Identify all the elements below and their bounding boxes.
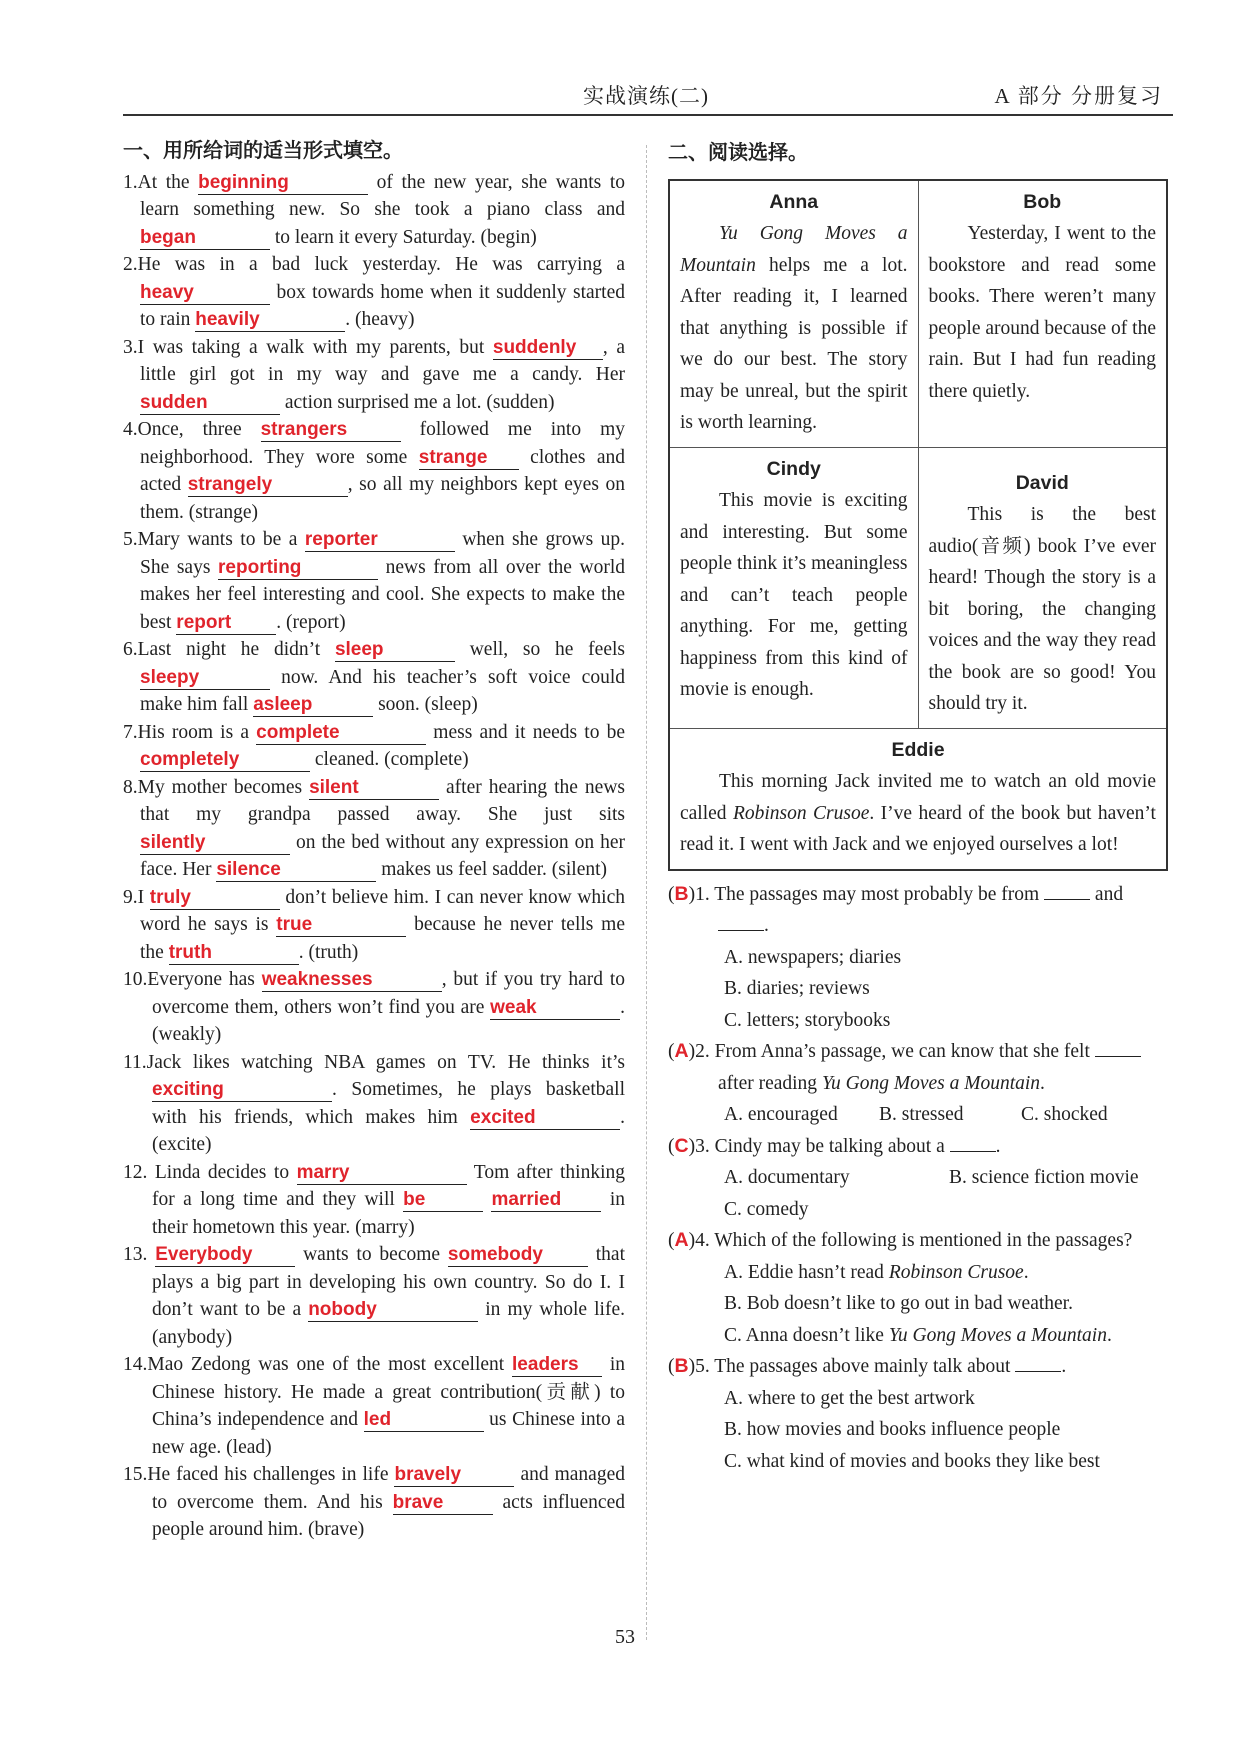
answer-blank[interactable]: brave [393, 1492, 493, 1515]
answer-blank[interactable]: excited [470, 1107, 620, 1130]
question-1: 1.At the beginning of the new year, she wants to learn something new. So she took a piano class and began to learn it every Saturday. (begin) [123, 171, 626, 248]
answer-blank[interactable]: nobody [308, 1299, 478, 1322]
option-a[interactable]: A. documentary [724, 1167, 850, 1188]
answer-blank[interactable]: strangers [261, 419, 401, 442]
option-c[interactable]: C. shocked [1021, 1104, 1108, 1125]
question-13: 13. Everybody wants to become somebody that plays a big part in developing his own country. So do I. I don’t want to be a nobody in my whole life. (anybody) [123, 1244, 626, 1348]
answer-blank[interactable]: report [176, 612, 276, 635]
passage-name: Bob [1023, 190, 1062, 213]
answer-blank[interactable]: somebody [448, 1244, 588, 1267]
option-b[interactable]: B. diaries; reviews [724, 978, 870, 999]
answer-blank[interactable]: reporter [305, 529, 455, 552]
answer-blank[interactable]: weak [490, 997, 620, 1020]
passage-text: This movie is exciting and interesting. But some people think it’s meaningless and can’t teach people anything. For me, getting happiness from this kind of movie is enough. [680, 490, 908, 700]
option-a[interactable]: A. where to get the best artwork [724, 1387, 975, 1409]
mc-answer: A [674, 1229, 689, 1251]
passage-cindy [669, 447, 918, 728]
mc-answer: B [674, 1355, 689, 1377]
answer-blank[interactable]: reporting [218, 557, 378, 580]
book-title: Robinson Crusoe [732, 802, 870, 824]
section1-title: 一、用所给词的适当形式填空。 [123, 138, 403, 162]
passage-name: Eddie [891, 738, 945, 761]
passage-name: Cindy [766, 457, 821, 480]
question-3: 3.I was taking a walk with my parents, but suddenly , a little girl got in my way and gave me a candy. Her sudden action surprised me a lot. (sudden) [123, 336, 626, 413]
question-2: 2.He was in a bad luck yesterday. He was carrying a heavy box towards home when it suddenly started to rain heavily . (heavy) [123, 254, 625, 330]
answer-blank[interactable]: married [491, 1189, 601, 1212]
column-divider [646, 145, 647, 1640]
header-section: A 部分 分册复习 [994, 84, 1163, 108]
option-b[interactable]: B. how movies and books influence people [724, 1419, 1061, 1440]
mc-answer: A [674, 1040, 689, 1062]
question-5: 5.Mary wants to be a reporter when she grows up. She says reporting news from all over the world makes her feel interesting and cool. She expects to make the best report . (report) [123, 529, 625, 633]
section2-title: 二、阅读选择。 [668, 140, 808, 164]
answer-blank[interactable]: exciting [152, 1079, 332, 1102]
question-9: 9.I truly don’t believe him. I can never know which word he says is true because he never tells me the truth . (truth) [123, 886, 625, 963]
answer-blank[interactable]: led [364, 1409, 484, 1432]
question-4: 4.Once, three strangers followed me into my neighborhood. They wore some strange clothes and acted strangely , so all my neighbors kept eyes on them. (strange) [123, 419, 626, 523]
mc-question-4: (A)4. Which of the following is mentioned in the passages? A. Eddie hasn’t read Robinson Crusoe. B. Bob doesn’t like to go out in bad weather. C. Anna doesn’t like Yu Gong Moves a Mountain. [668, 1225, 1170, 1351]
book-title: Yu Gong Moves a Mountain [680, 223, 908, 276]
answer-blank[interactable]: strangely [188, 474, 348, 497]
answer-blank[interactable]: silently [140, 832, 290, 855]
page-number: 53 [615, 1626, 635, 1648]
option-a[interactable]: A. newspapers; diaries [724, 946, 902, 968]
answer-blank[interactable]: truth [169, 942, 299, 965]
passage-bob [918, 180, 1167, 448]
question-11: 11.Jack likes watching NBA games on TV. He thinks it’s exciting . Sometimes, he plays basketball with his friends, which makes him excited . (excite) [123, 1051, 625, 1155]
option-c[interactable]: C. Anna doesn’t like Yu Gong Moves a Mountain. [724, 1324, 1112, 1346]
question-14: 14.Mao Zedong was one of the most excellent leaders in Chinese history. He made a great contribution(贡献) to China’s independence and led us Chinese into a new age. (lead) [123, 1354, 626, 1458]
question-7: 7.His room is a complete mess and it needs to be completely cleaned. (complete) [123, 721, 625, 770]
answer-blank[interactable]: beginning [198, 172, 368, 195]
page-header [123, 80, 1173, 116]
option-c[interactable]: C. comedy [724, 1198, 809, 1220]
answer-blank[interactable]: sleep [335, 639, 455, 662]
passage-name: David [1015, 471, 1069, 494]
answer-blank[interactable]: completely [140, 749, 310, 772]
option-b[interactable]: B. science fiction movie [949, 1167, 1139, 1188]
passage-text: This is the best audio(音频) book I’ve ever heard! Though the story is a bit boring, the changing voices and the way they read the book are so good! You should try it. [928, 504, 1156, 714]
mc-question-3: (C)3. Cindy may be talking about a . A. documentary B. science fiction movie C. comedy [668, 1131, 1170, 1226]
question-10: 10.Everyone has weaknesses , but if you try hard to overcome them, others won’t find you are weak . (weakly) [123, 969, 625, 1045]
answer-blank[interactable]: bravely [394, 1464, 514, 1487]
answer-blank[interactable]: weaknesses [262, 969, 442, 992]
passage-text: Yesterday, I went to the bookstore and read some books. There weren’t many people around because of the rain. But I had fun reading there quietly. [928, 223, 1156, 402]
answer-blank[interactable]: complete [256, 722, 426, 745]
section-fill-in [123, 137, 625, 1544]
passage-david [918, 447, 1167, 728]
answer-blank[interactable]: heavily [195, 309, 345, 332]
question-6: 6.Last night he didn’t sleep well, so he feels sleepy now. And his teacher’s soft voice could make him fall asleep soon. (sleep) [123, 639, 625, 715]
question-12: 12. Linda decides to marry Tom after thinking for a long time and they will be married in their hometown this year. (marry) [123, 1161, 625, 1238]
answer-blank[interactable]: asleep [253, 694, 373, 717]
mc-question-5: (B)5. The passages above mainly talk about . A. where to get the best artwork B. how movies and books influence people C. what kind of movies and books they like best [668, 1351, 1170, 1477]
answer-blank[interactable]: Everybody [155, 1244, 295, 1267]
option-a[interactable]: A. Eddie hasn’t read Robinson Crusoe. [724, 1261, 1029, 1283]
answer-blank[interactable]: truly [150, 887, 280, 910]
option-b[interactable]: B. Bob doesn’t like to go out in bad weather. [724, 1293, 1073, 1314]
answer-blank[interactable]: silent [309, 777, 439, 800]
answer-blank[interactable]: marry [297, 1162, 467, 1185]
mc-answer: B [674, 882, 689, 905]
section-reading [668, 137, 1170, 1477]
answer-blank[interactable]: true [276, 914, 406, 937]
question-15: 15.He faced his challenges in life bravely and managed to overcome them. And his brave acts influenced people around him. (brave) [123, 1464, 625, 1540]
answer-blank[interactable]: leaders [512, 1354, 602, 1377]
answer-blank[interactable]: sudden [140, 392, 280, 415]
answer-blank[interactable]: strange [419, 447, 519, 470]
answer-blank[interactable]: sleepy [140, 667, 270, 690]
mc-answer: C [674, 1134, 689, 1157]
header-title: 实战演练(二) [583, 84, 709, 108]
answer-blank[interactable]: be [403, 1189, 483, 1212]
answer-blank[interactable]: heavy [140, 282, 270, 305]
question-8: 8.My mother becomes silent after hearing the news that my grandpa passed away. She just sits silently on the bed without any expression on her face. Her silence makes us feel sadder. (silent) [123, 776, 625, 880]
mc-question-2: (A)2. From Anna’s passage, we can know that she felt after reading Yu Gong Moves a Mountain. A. encouraged B. stressed C. shocked [668, 1036, 1170, 1131]
answer-blank[interactable]: suddenly [493, 337, 603, 360]
answer-blank[interactable]: silence [216, 859, 376, 882]
passage-eddie: Eddie This morning Jack invited me to watch an old movie called Robinson Crusoe. I’ve heard of the book but haven’t read it. I went with Jack and we enjoyed ourselves a lot! [669, 728, 1167, 870]
option-a[interactable]: A. encouraged [724, 1104, 838, 1125]
passages-table [668, 179, 1168, 871]
option-c[interactable]: C. what kind of movies and books they like best [724, 1450, 1100, 1472]
option-b[interactable]: B. stressed [879, 1104, 964, 1125]
answer-blank[interactable]: began [140, 227, 270, 250]
mc-question-1: (B)1. The passages may most probably be from and . A. newspapers; diaries B. diaries; reviews C. letters; storybooks [668, 879, 1170, 1037]
option-c[interactable]: C. letters; storybooks [724, 1009, 891, 1031]
passage-anna: Anna Yu Gong Moves a Mountain helps me a lot. After reading it, I learned that anything is possible if we do our best. The story may be unreal, but the spirit is worth learning. [669, 180, 918, 448]
passage-name: Anna [769, 190, 819, 213]
